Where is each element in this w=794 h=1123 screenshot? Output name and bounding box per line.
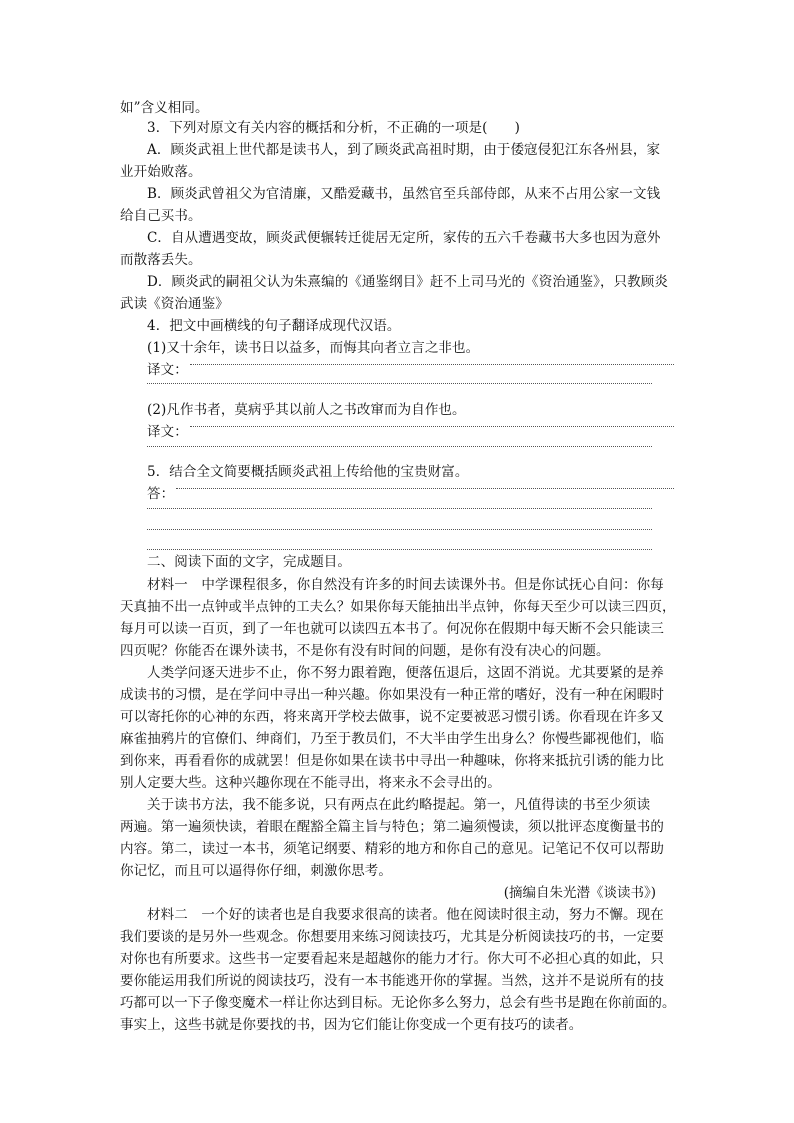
q5-stem: 5．结合全文简要概括顾炎武祖上传给他的宝贵财富。	[147, 464, 469, 480]
m1-p1-line1: 材料一 中学课程很多，你自然没有许多的时间去读课外书。但是你试抚心自问：你每	[147, 577, 664, 593]
q2-tail: 如”含义相同。	[120, 100, 209, 116]
section-2-heading: 二、阅读下面的文字，完成题目。	[147, 554, 351, 570]
m1-p3-line4: 你记忆，而且可以逼得你仔细，刺激你思考。	[120, 863, 392, 879]
q3-option-a-line1: A．顾炎武祖上世代都是读书人，到了顾炎武高祖时期，由于倭寇侵犯江东各州县，家	[147, 142, 661, 158]
m2-p1-line4: 要你能运用我们所说的阅读技巧，没有一本书能逃开你的掌握。当然，这并不是说所有的技	[120, 973, 664, 989]
m1-p2-line1: 人类学问逐天进步不止，你不努力跟着跑，便落伍退后，这固不消说。尤其要紧的是养	[147, 665, 664, 681]
q5-answer-blank-4[interactable]	[147, 549, 652, 550]
q4-stem: 4．把文中画横线的句子翻译成现代汉语。	[147, 318, 401, 334]
m2-p1-line3: 对你也有所要求。这些书一定要看起来是超越你的能力才行。你大可不必担心真的如此，只	[120, 951, 664, 967]
q3-option-b-line2: 给自己买书。	[120, 208, 202, 224]
q5-answer-label: 答：	[147, 486, 175, 502]
q4-answer-blank-2b[interactable]	[147, 446, 652, 447]
m1-p1-line4: 四页呢？你能否在课外读书，不是你有没有时间的问题，是你有没有决心的问题。	[120, 643, 610, 659]
q4-answer-blank-1a[interactable]	[190, 364, 674, 365]
q4-answer-blank-2a[interactable]	[190, 426, 674, 427]
q5-answer-blank-1[interactable]	[176, 488, 674, 489]
q3-option-c-line2: 而散落丢失。	[120, 252, 202, 268]
m1-p3-line2: 两遍。第一遍须快读，着眼在醒豁全篇主旨与特色；第二遍须慢读，须以批评态度衡量书的	[120, 819, 664, 835]
q5-answer-blank-3[interactable]	[147, 529, 652, 530]
m1-p2-line5: 到你来，再看看你的成就罢！但是你如果在读书中寻出一种趣味，你将来抵抗引诱的能力比	[120, 753, 664, 769]
q5-answer-blank-2[interactable]	[147, 508, 652, 509]
q4-sentence-2: (2)凡作书者，莫病乎其以前人之书改窜而为自作也。	[147, 402, 466, 418]
q3-option-d-line2: 武读《资治通鉴》	[120, 296, 229, 312]
m2-p1-line6: 事实上，这些书就是你要找的书，因为它们能让你变成一个更有技巧的读者。	[120, 1017, 583, 1033]
m1-p3-line1: 关于读书方法，我不能多说，只有两点在此约略提起。第一，凡值得读的书至少须读	[147, 797, 651, 813]
m1-p1-line2: 天真抽不出一点钟或半点钟的工夫么？如果你每天能抽出半点钟，你每天至少可以读三四页，	[120, 599, 676, 615]
m2-p1-line2: 我们要谈的是另外一些观念。你想要用来练习阅读技巧，尤其是分析阅读技巧的书，一定要	[120, 929, 664, 945]
m1-p2-line6: 别人定要大些。这种兴趣你现在不能寻出，将来永不会寻出的。	[120, 775, 501, 791]
m1-p3-line3: 内容。第二，读过一本书，须笔记纲要、精彩的地方和你自己的意见。记笔记不仅可以帮助	[120, 841, 664, 857]
q4-answer-label-1: 译文：	[147, 362, 188, 378]
q3-option-d-line1: D．顾炎武的嗣祖父认为朱熹编的《通鉴纲目》赶不上司马光的《资治通鉴》，只教顾炎	[147, 274, 668, 290]
m2-p1-line5: 巧都可以一下子像变魔术一样让你达到目标。无论你多么努力，总会有些书是跑在你前面的。	[120, 995, 676, 1011]
q3-option-c-line1: C．自从遭遇变故，顾炎武便辗转迁徙居无定所，家传的五六千卷藏书大多也因为意外	[147, 230, 661, 246]
q3-option-b-line1: B．顾炎武曾祖父为官清廉，又酷爱藏书，虽然官至兵部侍郎，从来不占用公家一文钱	[147, 186, 661, 202]
q3-option-a-line2: 业开始败落。	[120, 164, 202, 180]
q4-answer-label-2: 译文：	[147, 424, 188, 440]
m1-p1-line3: 每月可以读一百页，到了一年也就可以读四五本书了。何况你在假期中每天断不会只能读三	[120, 621, 664, 637]
m1-p2-line2: 成读书的习惯，是在学问中寻出一种兴趣。你如果没有一种正常的嗜好，没有一种在闲暇时	[120, 687, 664, 703]
m1-source: (摘编自朱光潜《谈读书》)	[503, 885, 656, 901]
q4-answer-blank-1b[interactable]	[147, 383, 652, 384]
m1-p2-line3: 可以寄托你的心神的东西，将来离开学校去做事，说不定要被恶习惯引诱。你看现在许多又	[120, 709, 664, 725]
q3-stem: 3．下列对原文有关内容的概括和分析，不正确的一项是( )	[147, 120, 521, 136]
q4-sentence-1: (1)又十余年，读书日以益多，而悔其向者立言之非也。	[147, 340, 480, 356]
m2-p1-line1: 材料二 一个好的读者也是自我要求很高的读者。他在阅读时很主动，努力不懈。现在	[147, 907, 664, 923]
m1-p2-line4: 麻雀抽鸦片的官僚们、绅商们，乃至于教员们，不大半由学生出身么？你慢些鄙视他们，临	[120, 731, 664, 747]
